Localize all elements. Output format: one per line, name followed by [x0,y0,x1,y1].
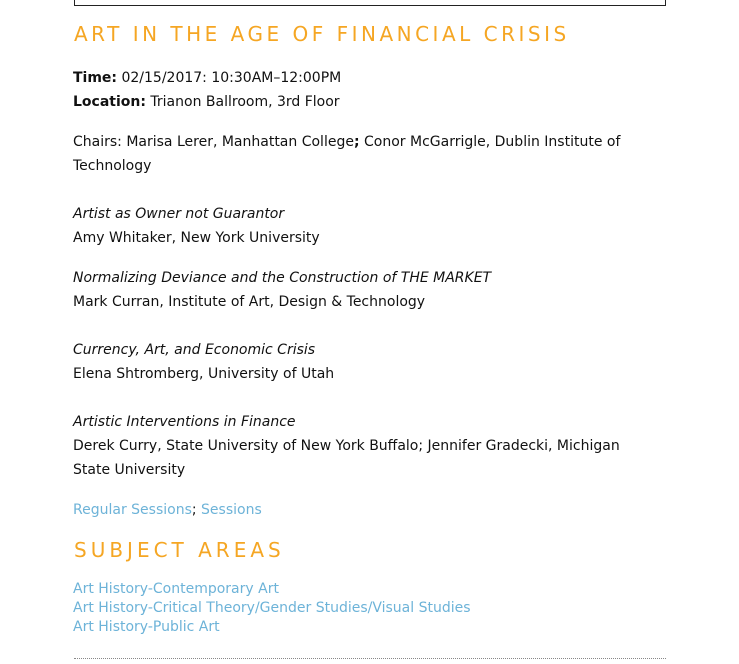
subject-areas-heading: SUBJECT AREAS [74,538,285,562]
paper-title: Artist as Owner not Guarantor [73,206,285,222]
category-separator: ; [191,502,197,518]
time-label: Time: [73,70,118,86]
paper-title: Currency, Art, and Economic Crisis [73,342,316,358]
paper-title: Artistic Interventions in Finance [73,414,296,430]
paper-authors: Derek Curry, State University of New York Buffalo; Jennifer Gradecki, Michigan State University [73,438,620,478]
category-link-sessions[interactable]: Sessions [201,502,262,518]
subject-link-public-art[interactable]: Art History-Public Art [73,619,220,635]
category-links [73,498,262,522]
dotted-divider [74,658,666,659]
chairs [73,130,633,178]
location-row [73,90,340,114]
session-title: ART IN THE AGE OF FINANCIAL CRISIS [74,22,570,46]
paper-authors: Elena Shtromberg, University of Utah [73,366,335,382]
time-row [73,66,341,90]
category-link-regular-sessions[interactable]: Regular Sessions [73,502,192,518]
paper-authors: Amy Whitaker, New York University [73,230,320,246]
paper-title: Normalizing Deviance and the Construction of THE MARKET [73,270,492,286]
top-box [74,0,666,6]
chairs-suffix: Conor McGarrigle, Dublin Institute of Technology [73,134,621,174]
chairs-prefix: Chairs: Marisa Lerer, Manhattan College [73,134,354,150]
chairs-separator: ; [353,134,360,150]
subject-link-critical-theory[interactable]: Art History-Critical Theory/Gender Studies/Visual Studies [73,600,471,616]
location-label: Location: [73,94,146,110]
paper-authors: Mark Curran, Institute of Art, Design & Technology [73,294,426,310]
location-value: Trianon Ballroom, 3rd Floor [150,94,340,110]
subject-link-contemporary-art[interactable]: Art History-Contemporary Art [73,581,279,597]
time-value: 02/15/2017: 10:30AM–12:00PM [121,70,342,86]
